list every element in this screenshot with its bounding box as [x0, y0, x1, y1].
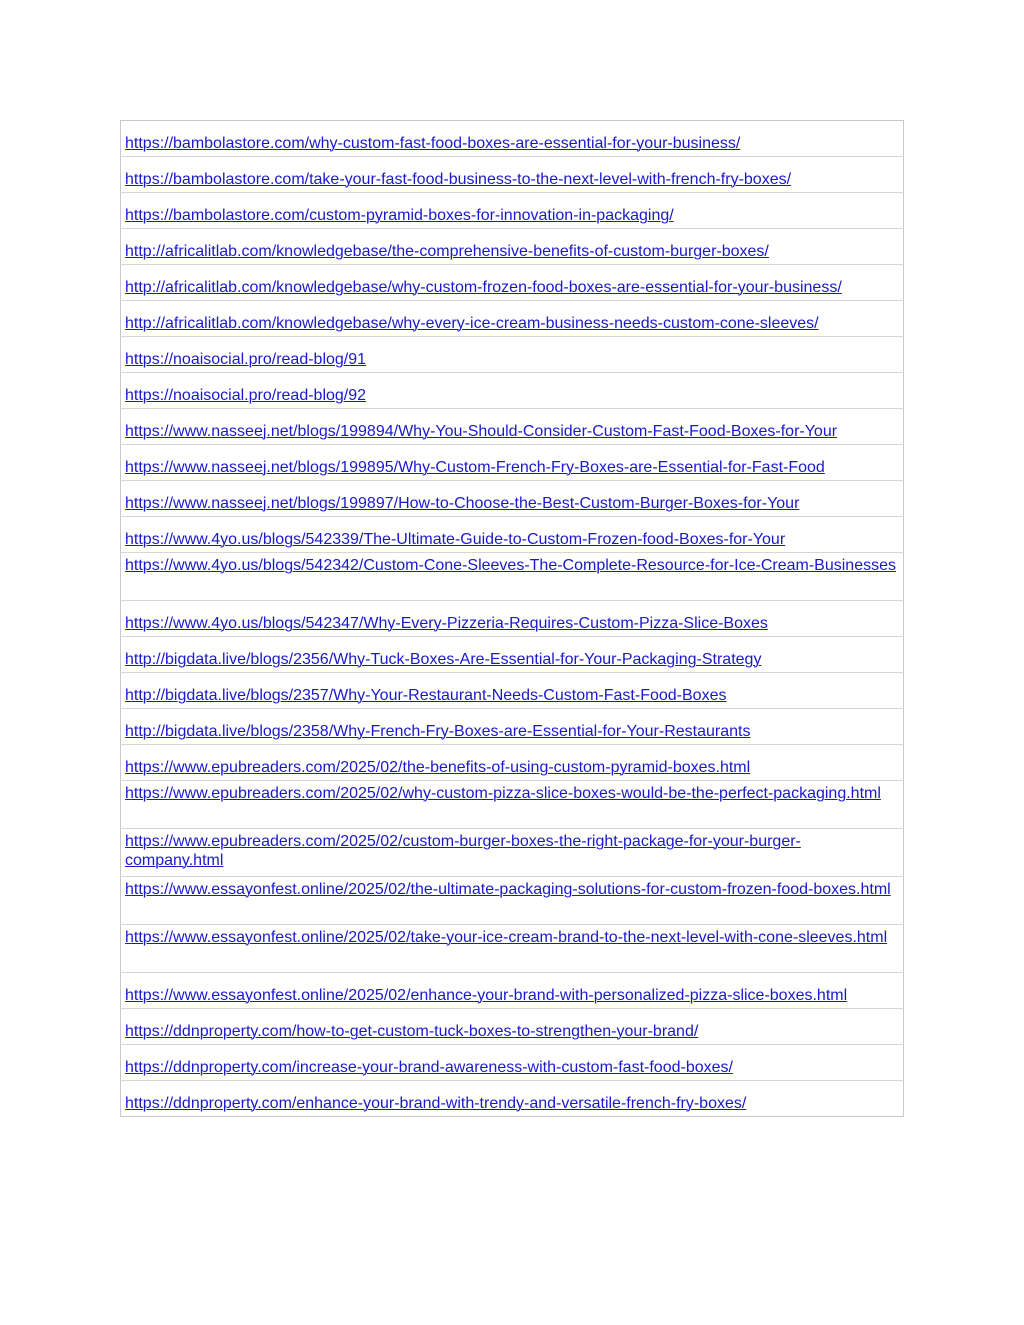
url-link[interactable]: https://bambolastore.com/take-your-fast-food-business-to-the-next-level-with-french-fry-boxes/ — [125, 171, 792, 188]
link-table-body — [121, 121, 904, 1117]
table-cell — [121, 745, 904, 781]
url-link[interactable]: https://noaisocial.pro/read-blog/91 — [125, 351, 367, 368]
table-cell — [121, 925, 904, 973]
table-cell — [121, 301, 904, 337]
url-link[interactable]: http://africalitlab.com/knowledgebase/the-comprehensive-benefits-of-custom-burger-boxes/ — [125, 243, 769, 260]
table-row — [121, 157, 904, 193]
table-row — [121, 1009, 904, 1045]
url-link[interactable]: https://www.essayonfest.online/2025/02/enhance-your-brand-with-personalized-pizza-slice-boxes.html — [125, 987, 848, 1004]
table-cell — [121, 709, 904, 745]
table-cell — [121, 1081, 904, 1117]
table-cell — [121, 1009, 904, 1045]
table-row — [121, 829, 904, 877]
url-link[interactable]: http://africalitlab.com/knowledgebase/why-every-ice-cream-business-needs-custom-cone-sleeves/ — [125, 315, 819, 332]
table-row — [121, 193, 904, 229]
url-link[interactable]: https://www.nasseej.net/blogs/199894/Why-You-Should-Consider-Custom-Fast-Food-Boxes-for-Your — [125, 423, 838, 440]
table-cell — [121, 517, 904, 553]
table-cell — [121, 193, 904, 229]
table-row — [121, 637, 904, 673]
table-cell — [121, 337, 904, 373]
url-link[interactable]: https://www.4yo.us/blogs/542347/Why-Every-Pizzeria-Requires-Custom-Pizza-Slice-Boxes — [125, 615, 768, 632]
table-row — [121, 1045, 904, 1081]
url-link[interactable]: http://bigdata.live/blogs/2357/Why-Your-Restaurant-Needs-Custom-Fast-Food-Boxes — [125, 687, 727, 704]
url-link[interactable]: http://bigdata.live/blogs/2356/Why-Tuck-Boxes-Are-Essential-for-Your-Packaging-Strategy — [125, 651, 762, 668]
table-row — [121, 481, 904, 517]
url-link[interactable]: http://africalitlab.com/knowledgebase/why-custom-frozen-food-boxes-are-essential-for-your-business/ — [125, 279, 842, 296]
table-row — [121, 745, 904, 781]
table-cell — [121, 265, 904, 301]
table-row — [121, 517, 904, 553]
url-link[interactable]: https://www.epubreaders.com/2025/02/why-custom-pizza-slice-boxes-would-be-the-perfect-packaging.html — [125, 785, 881, 802]
table-cell — [121, 553, 904, 601]
table-cell — [121, 673, 904, 709]
table-row — [121, 301, 904, 337]
url-link[interactable]: https://www.epubreaders.com/2025/02/custom-burger-boxes-the-right-package-for-your-burger-company.html — [125, 833, 801, 869]
table-row — [121, 553, 904, 601]
table-row — [121, 1081, 904, 1117]
table-cell — [121, 829, 904, 877]
table-cell — [121, 1045, 904, 1081]
url-link[interactable]: https://bambolastore.com/why-custom-fast-food-boxes-are-essential-for-your-business/ — [125, 135, 741, 152]
url-link[interactable]: https://bambolastore.com/custom-pyramid-boxes-for-innovation-in-packaging/ — [125, 207, 674, 224]
table-row — [121, 229, 904, 265]
table-cell — [121, 973, 904, 1009]
table-cell — [121, 601, 904, 637]
url-link[interactable]: https://noaisocial.pro/read-blog/92 — [125, 387, 367, 404]
table-row — [121, 973, 904, 1009]
table-row — [121, 265, 904, 301]
table-row — [121, 673, 904, 709]
table-row — [121, 337, 904, 373]
url-link[interactable]: https://www.nasseej.net/blogs/199897/How-to-Choose-the-Best-Custom-Burger-Boxes-for-Your — [125, 495, 800, 512]
table-row — [121, 877, 904, 925]
table-cell — [121, 229, 904, 265]
table-cell — [121, 373, 904, 409]
url-link[interactable]: https://www.4yo.us/blogs/542339/The-Ultimate-Guide-to-Custom-Frozen-food-Boxes-for-Your — [125, 531, 786, 548]
table-cell — [121, 409, 904, 445]
table-cell — [121, 781, 904, 829]
url-link[interactable]: https://ddnproperty.com/increase-your-brand-awareness-with-custom-fast-food-boxes/ — [125, 1059, 733, 1076]
url-link[interactable]: https://ddnproperty.com/enhance-your-brand-with-trendy-and-versatile-french-fry-boxes/ — [125, 1095, 747, 1112]
table-cell — [121, 481, 904, 517]
table-row — [121, 373, 904, 409]
link-table — [120, 120, 904, 1117]
table-row — [121, 781, 904, 829]
table-cell — [121, 121, 904, 157]
table-row — [121, 409, 904, 445]
table-cell — [121, 157, 904, 193]
table-row — [121, 445, 904, 481]
url-link[interactable]: https://www.nasseej.net/blogs/199895/Why-Custom-French-Fry-Boxes-are-Essential-for-Fast-Food — [125, 459, 825, 476]
table-row — [121, 601, 904, 637]
table-row — [121, 121, 904, 157]
url-link[interactable]: http://bigdata.live/blogs/2358/Why-French-Fry-Boxes-are-Essential-for-Your-Restaurants — [125, 723, 751, 740]
url-link[interactable]: https://www.epubreaders.com/2025/02/the-benefits-of-using-custom-pyramid-boxes.html — [125, 759, 751, 776]
url-link[interactable]: https://www.essayonfest.online/2025/02/take-your-ice-cream-brand-to-the-next-level-with-cone-sleeves.html — [125, 929, 888, 946]
url-link[interactable]: https://ddnproperty.com/how-to-get-custom-tuck-boxes-to-strengthen-your-brand/ — [125, 1023, 699, 1040]
url-link[interactable]: https://www.essayonfest.online/2025/02/the-ultimate-packaging-solutions-for-custom-frozen-food-boxes.html — [125, 881, 891, 898]
table-cell — [121, 877, 904, 925]
table-cell — [121, 445, 904, 481]
url-link[interactable]: https://www.4yo.us/blogs/542342/Custom-Cone-Sleeves-The-Complete-Resource-for-Ice-Cream-Businesses — [125, 557, 896, 574]
table-row — [121, 709, 904, 745]
table-row — [121, 925, 904, 973]
table-cell — [121, 637, 904, 673]
